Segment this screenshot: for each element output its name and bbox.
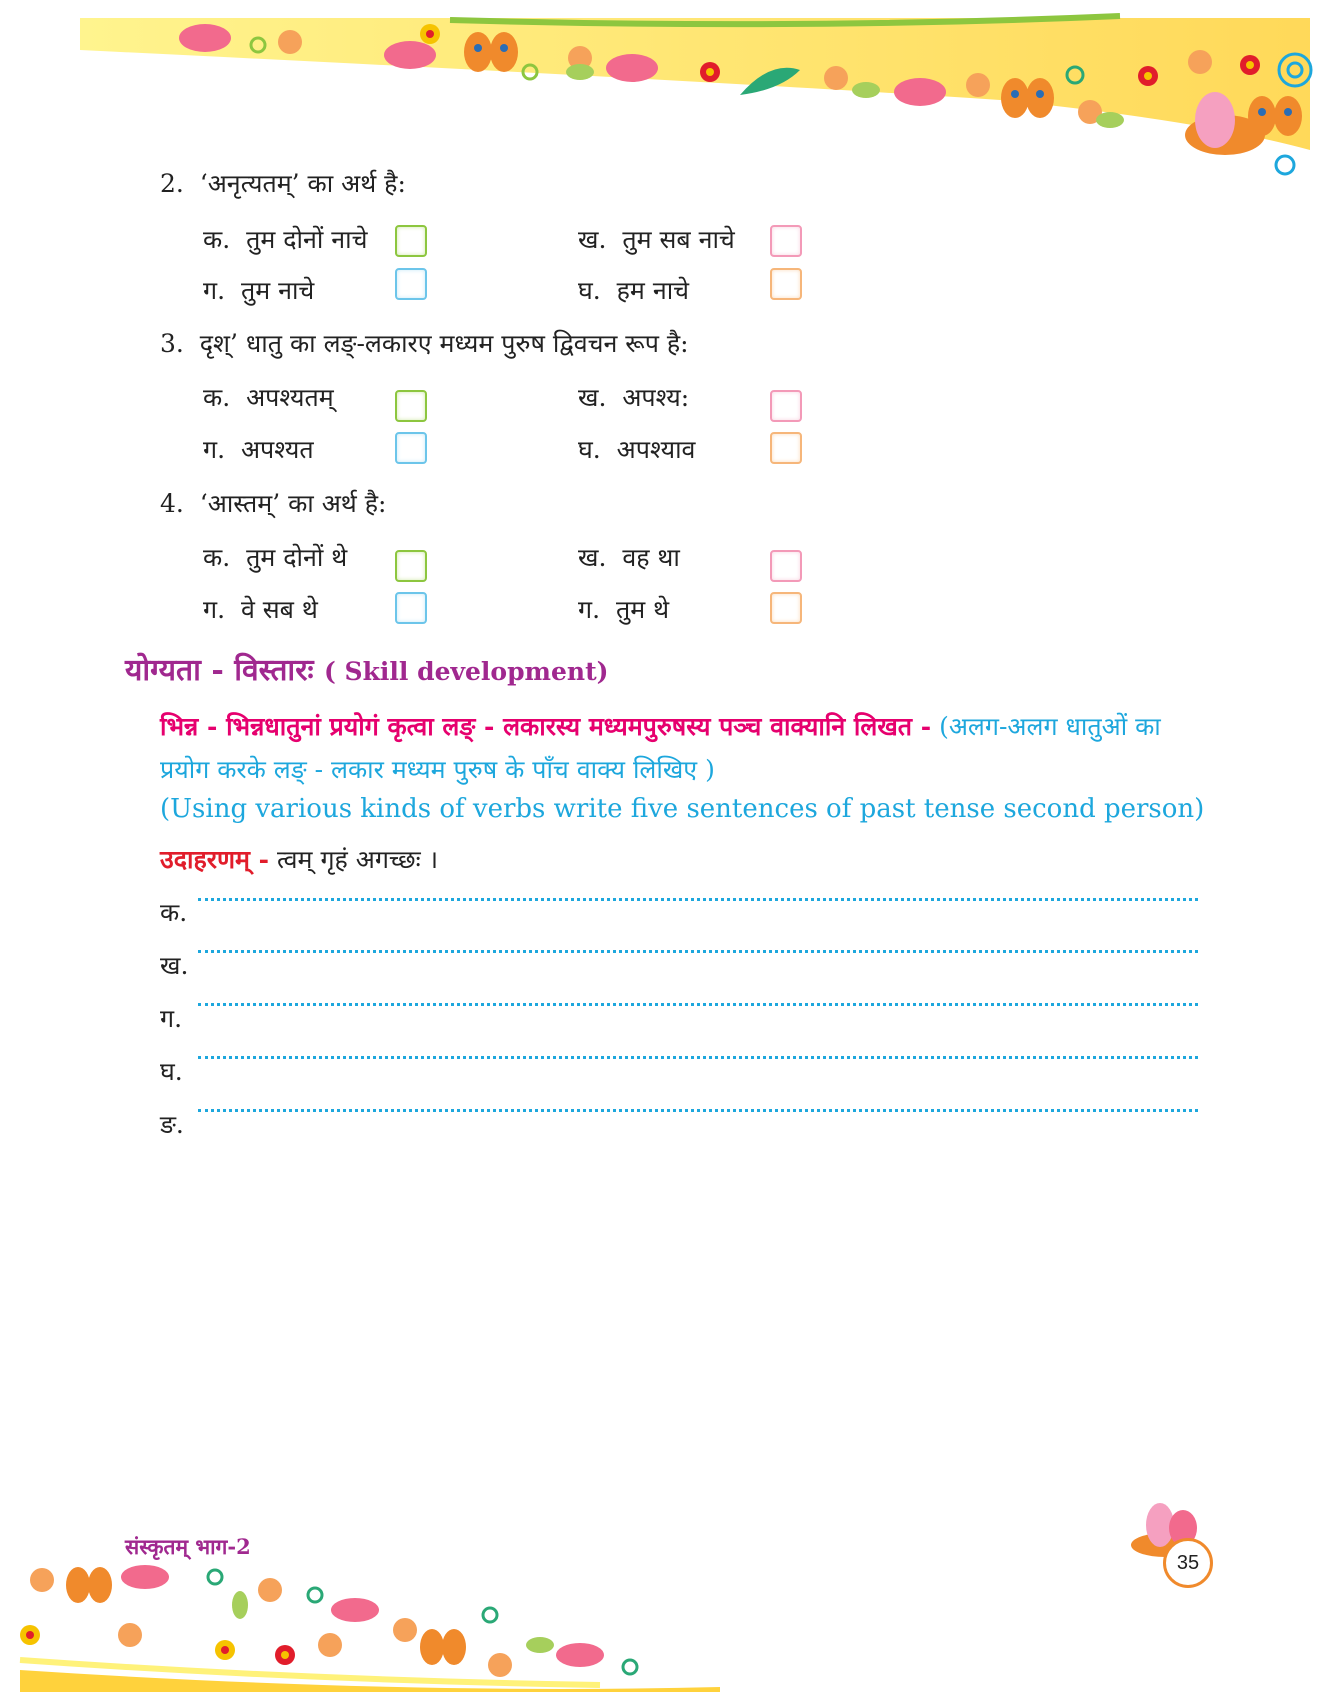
answer-checkbox[interactable] (770, 550, 802, 582)
page-number: 35 (1163, 1538, 1213, 1588)
answer-checkbox[interactable] (770, 432, 802, 464)
answer-checkbox[interactable] (395, 225, 427, 257)
option-ka (203, 222, 367, 256)
option-text: तुम सब नाचे (622, 225, 735, 254)
question-number: 2. (160, 169, 184, 198)
option-ka (203, 540, 347, 574)
option-text: वह था (622, 543, 680, 572)
instruction-hindi: (अलग-अलग धातुओं का प्रयोग करके लङ् - लकार मध्यम पुरुष के पाँच वाक्य लिखिए ) (160, 712, 1161, 784)
option-letter: ग. (578, 595, 601, 624)
example-text: त्वम् गृहं अगच्छः । (277, 845, 439, 874)
example-line (160, 842, 438, 876)
answer-line[interactable] (198, 898, 1198, 901)
option-text: अपश्यतम् (246, 383, 334, 412)
answer-line[interactable] (198, 1109, 1198, 1112)
answer-line-label: घ. (160, 1057, 183, 1086)
question-number: 3. (160, 329, 184, 358)
option-letter: क. (203, 383, 231, 412)
option-ga-2 (578, 592, 669, 626)
option-letter: क. (203, 543, 231, 572)
section-heading-sanskrit: योग्यता - विस्तारः (125, 653, 314, 688)
option-text: हम नाचे (616, 276, 690, 305)
book-title: संस्कृतम् भाग-2 (125, 1534, 251, 1559)
instruction-paragraph (160, 705, 1205, 791)
example-label: उदाहरणम् - (160, 845, 270, 874)
option-text: अपश्याव (616, 435, 696, 464)
answer-checkbox[interactable] (395, 592, 427, 624)
option-text: अपश्य: (622, 383, 690, 412)
option-kha (578, 540, 680, 574)
question-4-prompt (160, 486, 386, 520)
option-ka (203, 380, 334, 414)
flower-icon (20, 1625, 295, 1665)
question-text: दृश्’ धातु का लङ्-लकारए मध्यम पुरुष द्विवचन रूप है: (199, 329, 689, 358)
option-kha (578, 222, 735, 256)
leaf-icon (232, 1591, 554, 1653)
question-text: ‘आस्तम्’ का अर्थ है: (199, 489, 387, 518)
option-letter: क. (203, 225, 231, 254)
answer-line[interactable] (198, 950, 1198, 953)
option-text: तुम दोनों थे (246, 543, 348, 572)
section-heading (125, 648, 608, 689)
option-text: तुम नाचे (240, 276, 315, 305)
answer-line-label: क. (160, 898, 188, 927)
option-ga (203, 592, 318, 626)
answer-checkbox[interactable] (770, 390, 802, 422)
instruction-english: (Using various kinds of verbs write five sentences of past tense second person) (160, 794, 1205, 824)
answer-line-label: ङ. (160, 1110, 184, 1139)
option-text: वे सब थे (240, 595, 318, 624)
answer-checkbox[interactable] (395, 390, 427, 422)
option-letter: ग. (203, 435, 226, 464)
answer-checkbox[interactable] (395, 268, 427, 300)
answer-checkbox[interactable] (770, 225, 802, 257)
option-letter: घ. (578, 276, 601, 305)
question-3-prompt (160, 326, 689, 360)
option-gha (578, 432, 695, 466)
option-letter: ग. (203, 276, 226, 305)
option-gha (578, 273, 689, 307)
option-ga (203, 273, 314, 307)
answer-line-label: ग. (160, 1004, 183, 1033)
option-letter: ख. (578, 383, 607, 412)
question-2-prompt (160, 166, 406, 200)
answer-checkbox[interactable] (395, 432, 427, 464)
option-text: तुम थे (615, 595, 670, 624)
option-letter: ग. (203, 595, 226, 624)
answer-checkbox[interactable] (770, 268, 802, 300)
option-text: अपश्यत (240, 435, 314, 464)
answer-line-label: ख. (160, 951, 189, 980)
answer-checkbox[interactable] (770, 592, 802, 624)
answer-line[interactable] (198, 1003, 1198, 1006)
question-text: ‘अनृत्यतम्’ का अर्थ है: (199, 169, 406, 198)
question-number: 4. (160, 489, 184, 518)
answer-checkbox[interactable] (395, 550, 427, 582)
option-text: तुम दोनों नाचे (246, 225, 368, 254)
instruction-sanskrit: भिन्न - भिन्नधातुनां प्रयोगं कृत्वा लङ् - लकारस्य मध्यमपुरुषस्य पञ्च वाक्यानि लिखत - (160, 712, 932, 741)
answer-line[interactable] (198, 1056, 1198, 1059)
section-heading-english: ( Skill development) (323, 657, 609, 686)
option-ga (203, 432, 314, 466)
option-letter: घ. (578, 435, 601, 464)
option-kha (578, 380, 689, 414)
heart-wing-icon (121, 1565, 604, 1667)
option-letter: ख. (578, 543, 607, 572)
option-letter: ख. (578, 225, 607, 254)
bottom-decorative-banner (0, 1555, 1332, 1692)
